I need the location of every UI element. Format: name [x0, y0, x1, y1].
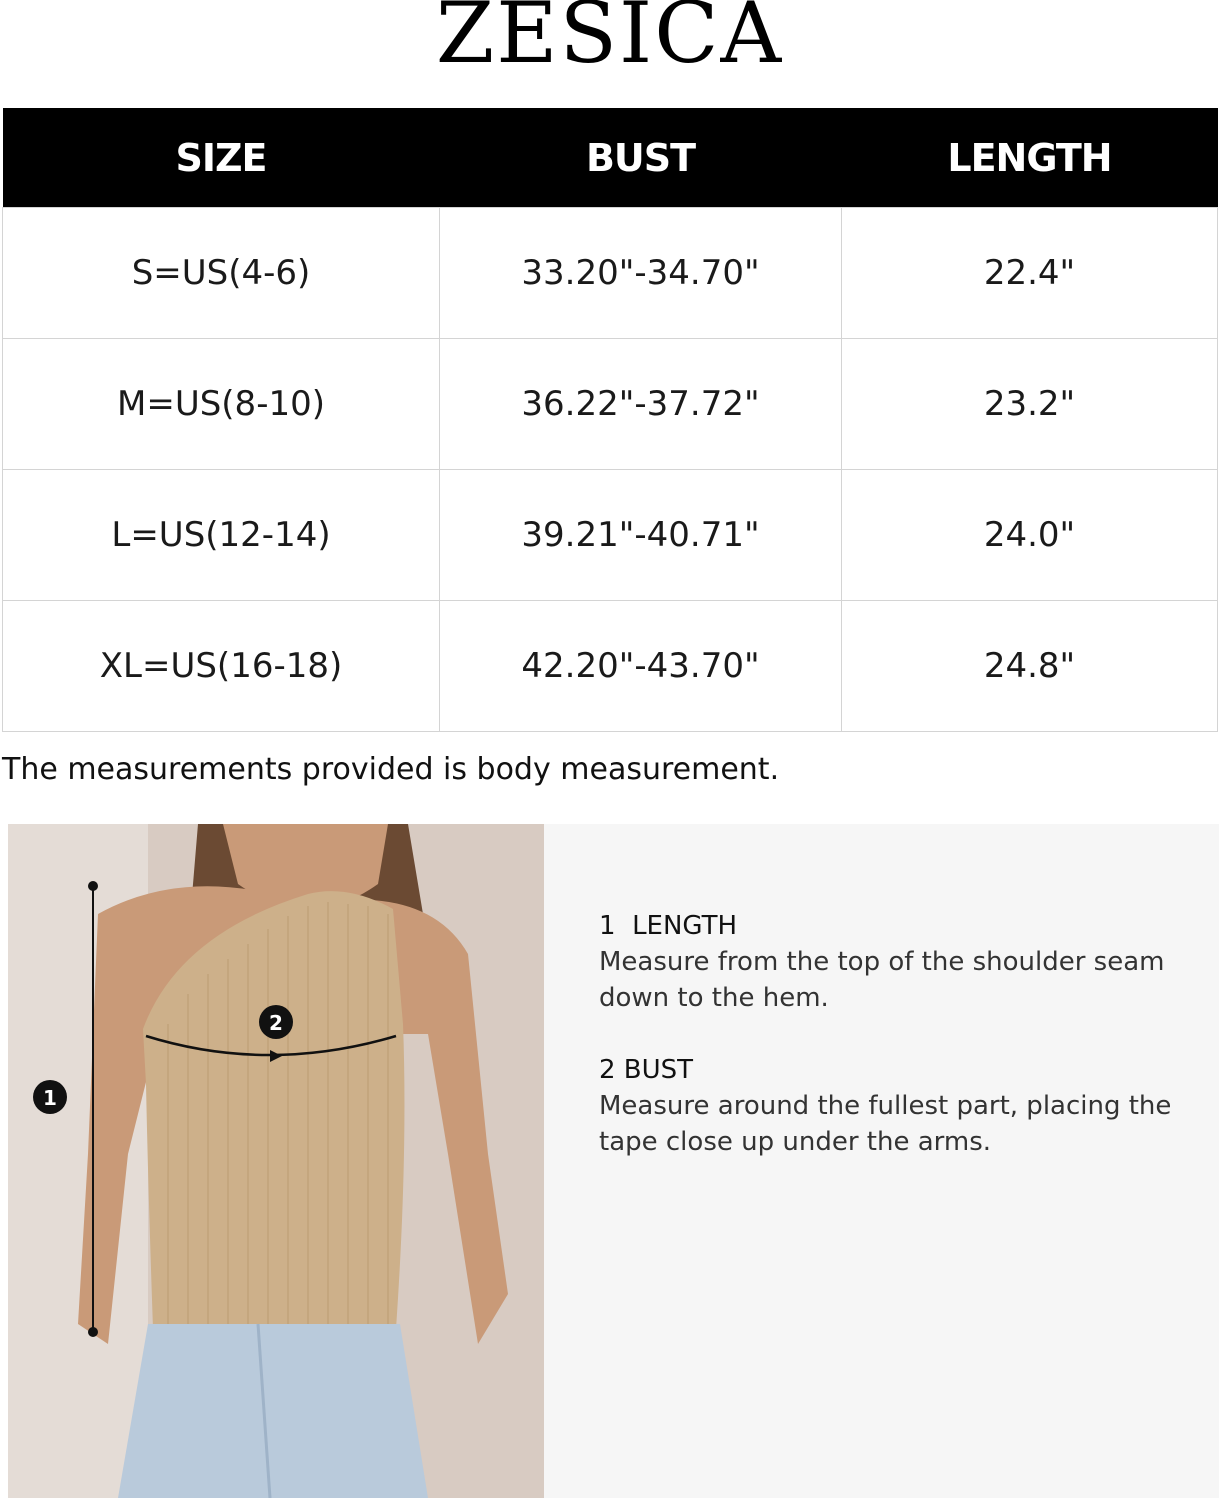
table-row [3, 601, 1218, 732]
header-size: SIZE [3, 108, 440, 208]
cell-size: XL=US(16-18) [3, 601, 440, 732]
length-bottom-dot [88, 1327, 98, 1337]
table-row [3, 470, 1218, 601]
cell-bust: 33.20"-34.70" [440, 208, 842, 339]
instruction-title: 1 LENGTH [599, 911, 738, 941]
cell-length: 22.4" [842, 208, 1218, 339]
table-row [3, 208, 1218, 339]
size-chart-table [2, 108, 1218, 732]
measurement-note: The measurements provided is body measurement. [2, 752, 780, 787]
cell-size: M=US(8-10) [3, 339, 440, 470]
cell-length: 24.8" [842, 601, 1218, 732]
cell-bust: 39.21"-40.71" [440, 470, 842, 601]
jeans [118, 1324, 428, 1498]
instructions-panel [544, 824, 1219, 1498]
marker-1-icon [33, 1080, 67, 1114]
marker-2-label: 2 [269, 1011, 283, 1035]
cell-size: S=US(4-6) [3, 208, 440, 339]
brand-header [0, 0, 1219, 100]
header-bust: BUST [440, 108, 842, 208]
marker-2-icon [259, 1005, 293, 1039]
table-header-row [3, 108, 1218, 208]
length-top-dot [88, 881, 98, 891]
marker-1-label: 1 [43, 1086, 57, 1110]
cell-bust: 42.20"-43.70" [440, 601, 842, 732]
header-length: LENGTH [842, 108, 1218, 208]
cell-length: 23.2" [842, 339, 1218, 470]
cell-size: L=US(12-14) [3, 470, 440, 601]
instruction-length [599, 908, 1199, 1016]
instruction-title: 2 BUST [599, 1055, 694, 1085]
cell-bust: 36.22"-37.72" [440, 339, 842, 470]
instruction-body: Measure around the fullest part, placing the tape close up under the arms. [599, 1091, 1172, 1157]
table-row [3, 339, 1218, 470]
instruction-bust [599, 1052, 1199, 1160]
instruction-body: Measure from the top of the shoulder seam down to the hem. [599, 947, 1165, 1013]
model-photo [8, 824, 544, 1498]
model-illustration [8, 824, 544, 1498]
cell-length: 24.0" [842, 470, 1218, 601]
brand-logo: ZESICA [435, 0, 784, 82]
